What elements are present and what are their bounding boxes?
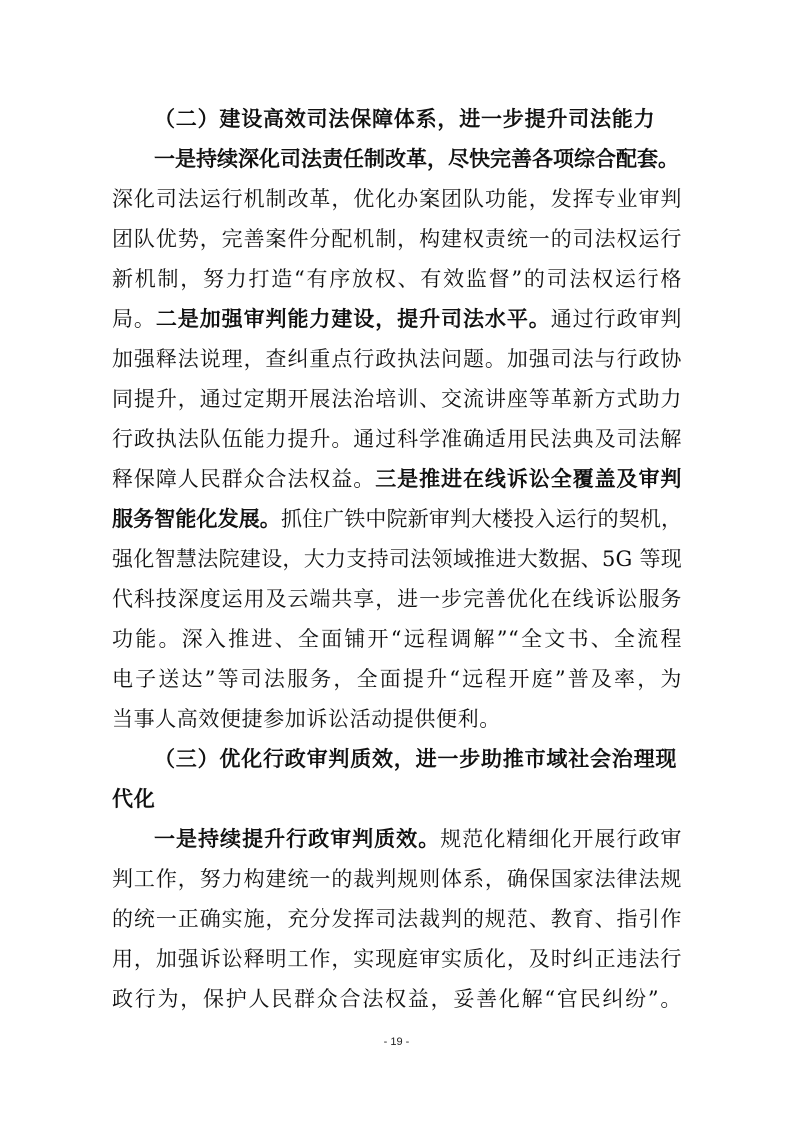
- text-segment: 局。: [112, 307, 156, 331]
- section-2-point-3-title: 三是推进在线诉讼全覆盖及审判: [375, 466, 682, 491]
- section-2-line-1: [154, 144, 682, 174]
- section-2-line-7: 同提升，通过定期开展法治培训、交流讲座等革新方式助力: [112, 387, 682, 411]
- section-3-point-1-title: 一是持续提升行政审判质效。: [154, 826, 441, 851]
- section-2-line-3: 团队优势，完善案件分配机制，构建权责统一的司法权运行: [112, 227, 682, 251]
- text-segment: 释保障人民群众合法权益。: [112, 467, 376, 491]
- section-2-point-1-title: 一是持续深化司法责任制改革，尽快完善各项综合配套。: [154, 146, 679, 171]
- section-2-line-11: 强化智慧法院建设，大力支持司法领域推进大数据、5G 等现: [112, 547, 682, 571]
- section-2-line-13: 功能。深入推进、全面铺开“远程调解”“全文书、全流程: [112, 627, 682, 651]
- text-segment: 规范化精细化开展行政审: [440, 827, 682, 851]
- section-3-heading: （三）优化行政审判质效，进一步助推市域社会治理现: [154, 747, 678, 771]
- section-2-line-5: [112, 304, 682, 334]
- section-3-line-1: [154, 824, 682, 854]
- section-3-line-2: 判工作，努力构建统一的裁判规则体系，确保国家法律法规: [112, 867, 682, 891]
- section-2-line-8: 行政执法队伍能力提升。通过科学准确适用民法典及司法解: [112, 427, 682, 451]
- section-2-point-2-title: 二是加强审判能力建设，提升司法水平。: [155, 306, 551, 331]
- section-2-line-15: 当事人高效便捷参加诉讼活动提供便利。: [112, 707, 501, 731]
- section-2-point-3-title-cont: 服务智能化发展。: [112, 506, 281, 531]
- section-2-line-6: 加强释法说理，查纠重点行政执法问题。加强司法与行政协: [112, 347, 682, 371]
- section-2-line-14: 电子送达”等司法服务，全面提升“远程开庭”普及率，为: [112, 667, 682, 691]
- page-number: - 19 -: [383, 1036, 410, 1048]
- section-2-line-9: [112, 464, 682, 494]
- section-3-line-5: 政行为，保护人民群众合法权益，妥善化解“官民纠纷”。: [112, 987, 682, 1011]
- section-3-heading-cont: 代化: [112, 787, 156, 811]
- section-3-line-4: 用，加强诉讼释明工作，实现庭审实质化，及时纠正违法行: [112, 947, 682, 971]
- section-2-line-2: 深化司法运行机制改革，优化办案团队功能，发挥专业审判: [112, 187, 682, 211]
- section-2-line-10: [112, 504, 682, 534]
- section-2-heading: （二）建设高效司法保障体系，进一步提升司法能力: [154, 107, 656, 131]
- section-2-line-12: 代科技深度运用及云端共享，进一步完善优化在线诉讼服务: [112, 587, 682, 611]
- text-segment: 抓住广铁中院新审判大楼投入运行的契机，: [280, 507, 683, 531]
- section-2-line-4: 新机制，努力打造“有序放权、有效监督”的司法权运行格: [112, 267, 682, 291]
- text-segment: 通过行政审判: [550, 307, 682, 331]
- section-3-line-3: 的统一正确实施，充分发挥司法裁判的规范、教育、指引作: [112, 907, 682, 931]
